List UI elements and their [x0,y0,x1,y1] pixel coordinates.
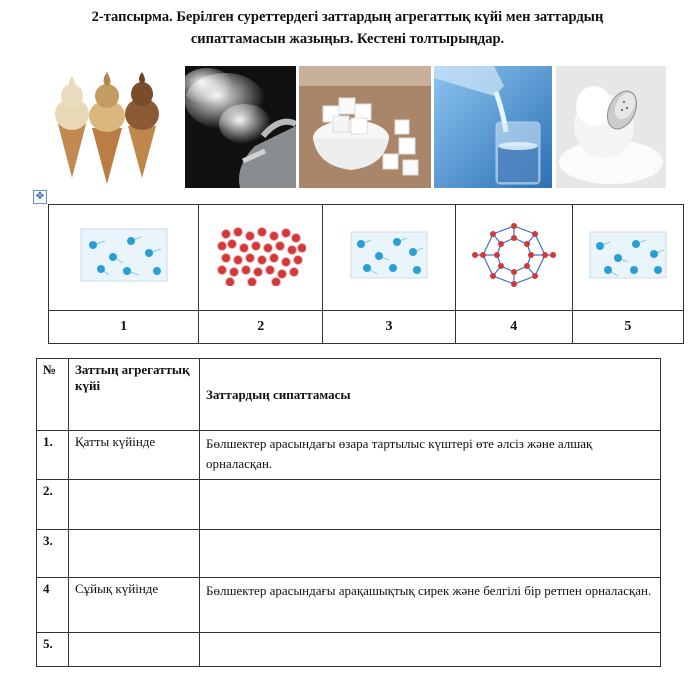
row-state[interactable]: Қатты күйінде [69,431,200,480]
sugar-cubes-photo [299,66,431,188]
particle-diagram-table [48,204,684,344]
table-row [37,633,661,667]
row-description[interactable] [200,633,661,667]
row-number: 3. [37,530,69,578]
task-title [20,6,675,50]
ice-cream-photo [48,66,173,188]
table-row [37,578,661,633]
diagram-cell-5 [572,205,683,311]
diagram-number-1: 1 [49,311,199,344]
diagram-cell-4 [455,205,572,311]
gas-particles-diagram [588,230,668,280]
gas-particles-diagram [79,227,169,283]
row-number: 4 [37,578,69,633]
row-description[interactable] [200,480,661,530]
task-title-line-2: сипаттамасын жазыңыз. Кестені толтырыңдар. [190,31,505,47]
diagram-number-3: 3 [323,311,455,344]
row-description[interactable] [200,530,661,578]
row-description[interactable]: Бөлшектер арасындағы арақашықтық сирек және белгілі бір ретпен орналасқан. [200,578,661,633]
row-description[interactable]: Бөлшектер арасындағы өзара тартылыс күштері өте әлсіз және алшақ орналасқан. [200,431,661,480]
liquid-particles-diagram [216,224,306,286]
table-row [37,431,661,480]
states-table [36,358,661,667]
table-move-handle-icon[interactable]: ✥ [33,190,47,204]
table-row [37,480,661,530]
diagram-cell-3 [323,205,455,311]
row-number: 2. [37,480,69,530]
row-state[interactable] [69,480,200,530]
diagram-number-5: 5 [572,311,683,344]
water-glass-photo [434,66,552,188]
table-header-row [37,359,661,431]
row-state[interactable] [69,633,200,667]
diagram-number-2: 2 [199,311,323,344]
diagram-number-4: 4 [455,311,572,344]
table-row [37,530,661,578]
solid-lattice-diagram [471,222,557,288]
diagram-cell-2 [199,205,323,311]
diagram-cell-1 [49,205,199,311]
header-description: Заттардың сипаттамасы [200,359,661,431]
row-state[interactable]: Сұйық күйінде [69,578,200,633]
row-number: 1. [37,431,69,480]
gas-particles-diagram [349,230,429,280]
task-title-line-1: 2-тапсырма. Берілген суреттердегі заттардың агрегаттық күйі мен заттардың [91,9,604,25]
kettle-steam-photo [185,66,296,188]
header-number: № [37,359,69,431]
salt-shaker-photo [556,66,666,188]
header-state: Заттың агрегаттық күйі [69,359,200,431]
row-number: 5. [37,633,69,667]
row-state[interactable] [69,530,200,578]
